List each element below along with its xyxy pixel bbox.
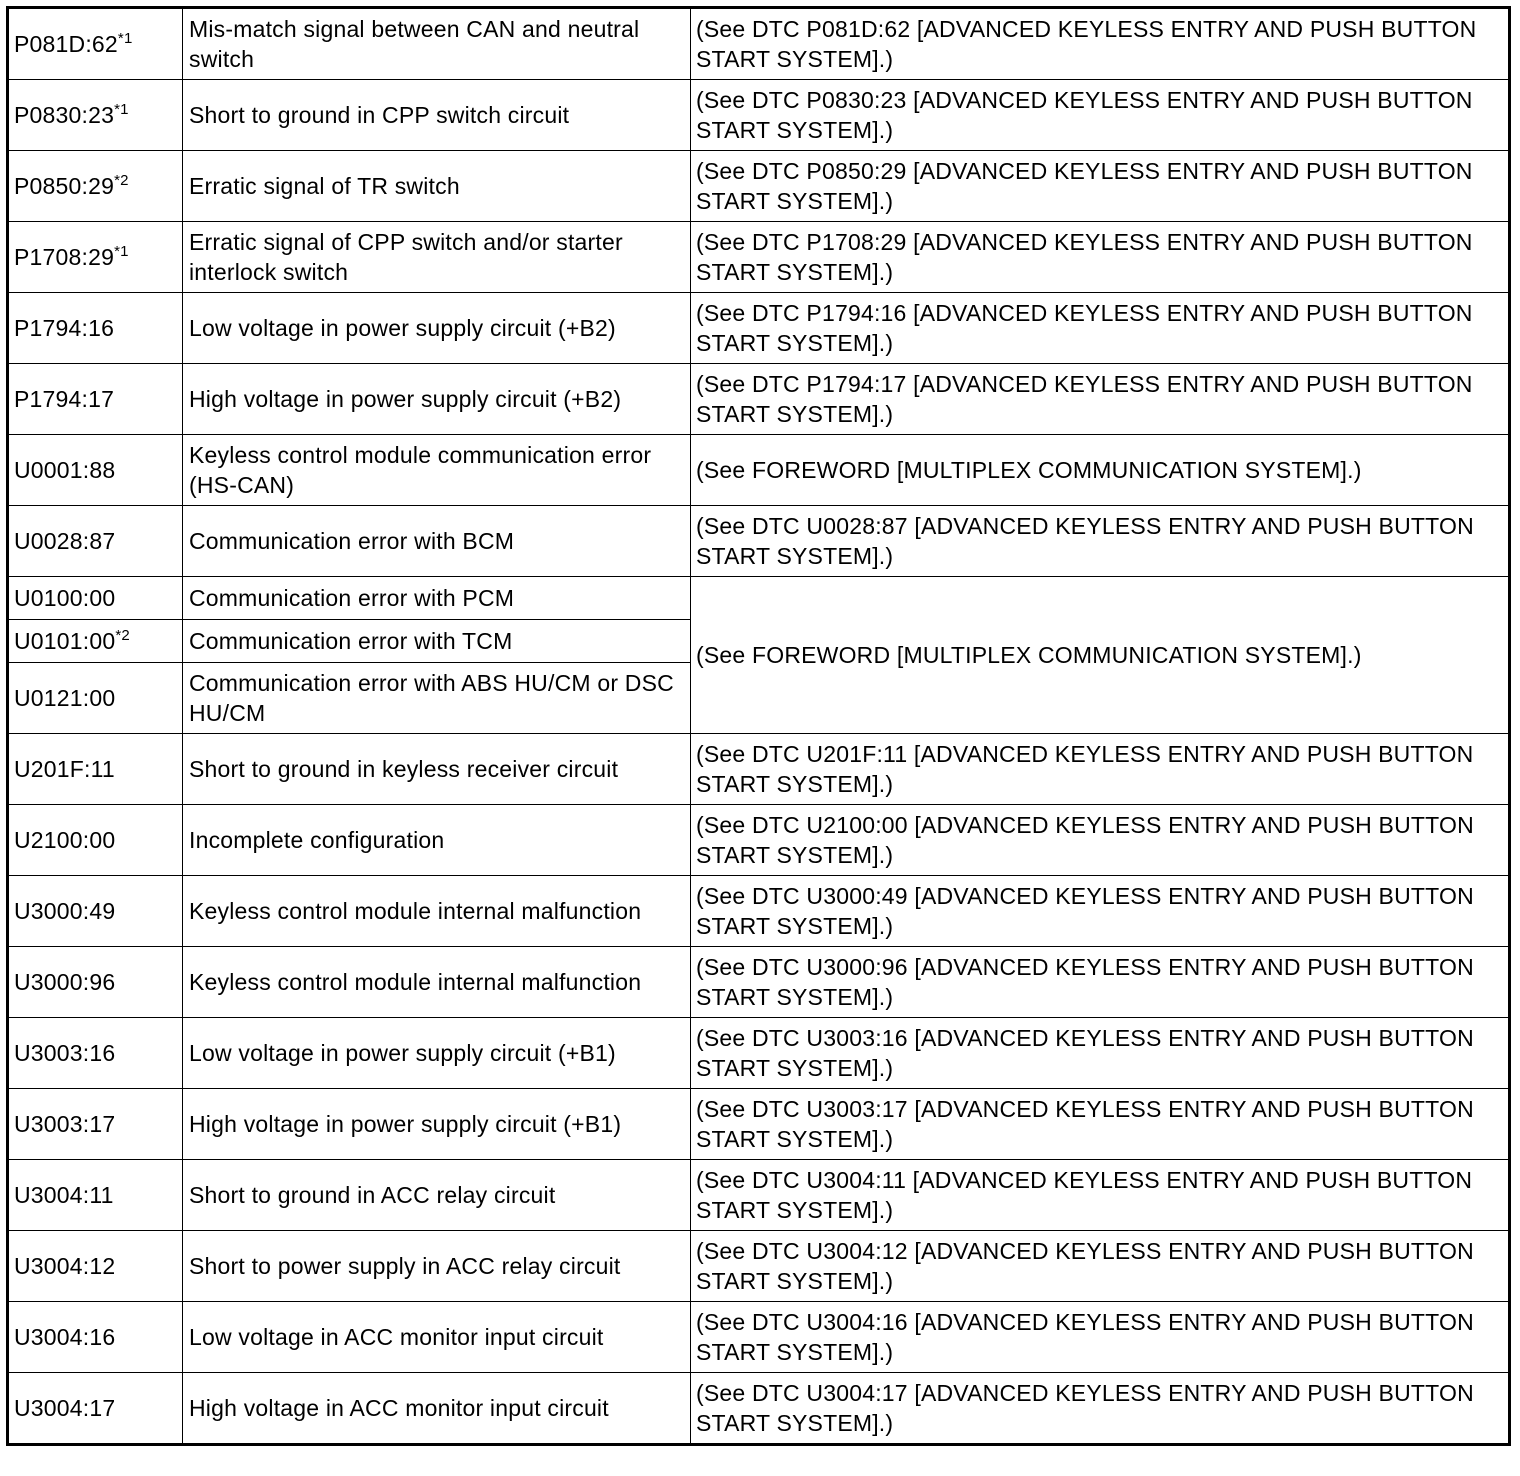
- dtc-code: U3004:12: [14, 1253, 116, 1279]
- description-cell: Communication error with PCM: [183, 577, 691, 620]
- dtc-code: U3000:49: [14, 898, 116, 924]
- action-cell: (See DTC U3004:16 [ADVANCED KEYLESS ENTRY AND PUSH BUTTON START SYSTEM].): [691, 1302, 1510, 1373]
- dtc-code-cell: [8, 805, 183, 876]
- action-cell: (See FOREWORD [MULTIPLEX COMMUNICATION SYSTEM].): [691, 435, 1510, 506]
- description-cell: Incomplete configuration: [183, 805, 691, 876]
- dtc-code-cell: [8, 1160, 183, 1231]
- dtc-code-cell: [8, 1373, 183, 1445]
- action-cell: (See DTC P1794:16 [ADVANCED KEYLESS ENTRY AND PUSH BUTTON START SYSTEM].): [691, 293, 1510, 364]
- description-cell: Low voltage in power supply circuit (+B1): [183, 1018, 691, 1089]
- action-cell: (See DTC U3003:16 [ADVANCED KEYLESS ENTRY AND PUSH BUTTON START SYSTEM].): [691, 1018, 1510, 1089]
- table-row: [8, 1373, 1510, 1445]
- dtc-code-cell: [8, 1231, 183, 1302]
- dtc-code: U2100:00: [14, 827, 116, 853]
- dtc-code-cell: [8, 293, 183, 364]
- dtc-code: U3004:16: [14, 1324, 116, 1350]
- table-row: [8, 947, 1510, 1018]
- action-cell: (See DTC P081D:62 [ADVANCED KEYLESS ENTRY AND PUSH BUTTON START SYSTEM].): [691, 8, 1510, 80]
- description-cell: Keyless control module communication error (HS-CAN): [183, 435, 691, 506]
- dtc-code-cell: [8, 577, 183, 620]
- footnote-mark: *1: [114, 101, 129, 118]
- action-cell: (See DTC U201F:11 [ADVANCED KEYLESS ENTRY AND PUSH BUTTON START SYSTEM].): [691, 734, 1510, 805]
- dtc-code-cell: [8, 1089, 183, 1160]
- dtc-table: [6, 6, 1511, 1446]
- action-cell: (See DTC P0830:23 [ADVANCED KEYLESS ENTRY AND PUSH BUTTON START SYSTEM].): [691, 80, 1510, 151]
- dtc-code-cell: [8, 663, 183, 734]
- dtc-code: U201F:11: [14, 756, 115, 782]
- description-cell: Communication error with ABS HU/CM or DSC HU/CM: [183, 663, 691, 734]
- description-cell: Erratic signal of TR switch: [183, 151, 691, 222]
- dtc-code-cell: [8, 506, 183, 577]
- dtc-code: U0028:87: [14, 528, 116, 554]
- dtc-code: P1708:29: [14, 244, 115, 270]
- table-row: [8, 1089, 1510, 1160]
- dtc-code-cell: [8, 876, 183, 947]
- description-cell: Low voltage in ACC monitor input circuit: [183, 1302, 691, 1373]
- description-cell: High voltage in power supply circuit (+B1): [183, 1089, 691, 1160]
- action-cell: (See DTC P1794:17 [ADVANCED KEYLESS ENTRY AND PUSH BUTTON START SYSTEM].): [691, 364, 1510, 435]
- action-cell: (See DTC P0850:29 [ADVANCED KEYLESS ENTRY AND PUSH BUTTON START SYSTEM].): [691, 151, 1510, 222]
- description-cell: High voltage in ACC monitor input circuit: [183, 1373, 691, 1445]
- footnote-mark: *2: [114, 172, 129, 189]
- dtc-code: P081D:62: [14, 31, 118, 57]
- table-row: [8, 577, 1510, 620]
- description-cell: Short to power supply in ACC relay circuit: [183, 1231, 691, 1302]
- table-row: [8, 80, 1510, 151]
- dtc-code-cell: [8, 947, 183, 1018]
- dtc-code-cell: [8, 435, 183, 506]
- description-cell: Communication error with BCM: [183, 506, 691, 577]
- action-cell-merged: (See FOREWORD [MULTIPLEX COMMUNICATION SYSTEM].): [691, 577, 1510, 734]
- action-cell: (See DTC U3004:12 [ADVANCED KEYLESS ENTRY AND PUSH BUTTON START SYSTEM].): [691, 1231, 1510, 1302]
- table-row: [8, 293, 1510, 364]
- table-row: [8, 435, 1510, 506]
- action-cell: (See DTC U3004:17 [ADVANCED KEYLESS ENTRY AND PUSH BUTTON START SYSTEM].): [691, 1373, 1510, 1445]
- footnote-mark: *1: [114, 243, 129, 260]
- action-cell: (See DTC U3000:96 [ADVANCED KEYLESS ENTRY AND PUSH BUTTON START SYSTEM].): [691, 947, 1510, 1018]
- dtc-code: U0100:00: [14, 585, 116, 611]
- dtc-code-cell: [8, 734, 183, 805]
- table-row: [8, 151, 1510, 222]
- action-cell: (See DTC U3003:17 [ADVANCED KEYLESS ENTRY AND PUSH BUTTON START SYSTEM].): [691, 1089, 1510, 1160]
- dtc-code: U0001:88: [14, 457, 116, 483]
- action-cell: (See DTC U2100:00 [ADVANCED KEYLESS ENTRY AND PUSH BUTTON START SYSTEM].): [691, 805, 1510, 876]
- dtc-code-cell: [8, 222, 183, 293]
- dtc-code: U3000:96: [14, 969, 116, 995]
- table-row: [8, 506, 1510, 577]
- table-row: [8, 8, 1510, 80]
- description-cell: Short to ground in ACC relay circuit: [183, 1160, 691, 1231]
- table-row: [8, 1231, 1510, 1302]
- dtc-code: P0830:23: [14, 102, 115, 128]
- dtc-code: P0850:29: [14, 173, 115, 199]
- dtc-code-cell: [8, 80, 183, 151]
- dtc-code: P1794:17: [14, 386, 115, 412]
- description-cell: Erratic signal of CPP switch and/or starter interlock switch: [183, 222, 691, 293]
- description-cell: Keyless control module internal malfunction: [183, 876, 691, 947]
- action-cell: (See DTC U3000:49 [ADVANCED KEYLESS ENTRY AND PUSH BUTTON START SYSTEM].): [691, 876, 1510, 947]
- dtc-code: U3004:11: [14, 1182, 114, 1208]
- description-cell: Short to ground in CPP switch circuit: [183, 80, 691, 151]
- action-cell: (See DTC U3004:11 [ADVANCED KEYLESS ENTRY AND PUSH BUTTON START SYSTEM].): [691, 1160, 1510, 1231]
- table-row: [8, 222, 1510, 293]
- dtc-code-cell: [8, 1018, 183, 1089]
- dtc-code: U0101:00: [14, 628, 116, 654]
- dtc-code: P1794:16: [14, 315, 115, 341]
- table-row: [8, 734, 1510, 805]
- description-cell: Mis-match signal between CAN and neutral switch: [183, 8, 691, 80]
- table-row: [8, 1302, 1510, 1373]
- dtc-code-cell: [8, 151, 183, 222]
- dtc-code-cell: [8, 8, 183, 80]
- dtc-code: U3003:17: [14, 1111, 116, 1137]
- table-row: [8, 1018, 1510, 1089]
- action-cell: (See DTC U0028:87 [ADVANCED KEYLESS ENTRY AND PUSH BUTTON START SYSTEM].): [691, 506, 1510, 577]
- description-cell: Short to ground in keyless receiver circuit: [183, 734, 691, 805]
- dtc-code-cell: [8, 620, 183, 663]
- description-cell: Communication error with TCM: [183, 620, 691, 663]
- dtc-code-cell: [8, 364, 183, 435]
- footnote-mark: *1: [117, 30, 133, 47]
- table-row: [8, 805, 1510, 876]
- dtc-code-cell: [8, 1302, 183, 1373]
- description-cell: Keyless control module internal malfunction: [183, 947, 691, 1018]
- description-cell: Low voltage in power supply circuit (+B2): [183, 293, 691, 364]
- action-cell: (See DTC P1708:29 [ADVANCED KEYLESS ENTRY AND PUSH BUTTON START SYSTEM].): [691, 222, 1510, 293]
- dtc-code: U0121:00: [14, 685, 116, 711]
- table-row: [8, 1160, 1510, 1231]
- table-row: [8, 876, 1510, 947]
- dtc-code: U3003:16: [14, 1040, 116, 1066]
- footnote-mark: *2: [115, 627, 130, 644]
- table-row: [8, 364, 1510, 435]
- dtc-code: U3004:17: [14, 1395, 116, 1421]
- description-cell: High voltage in power supply circuit (+B2): [183, 364, 691, 435]
- dtc-table-page: [6, 6, 1511, 1446]
